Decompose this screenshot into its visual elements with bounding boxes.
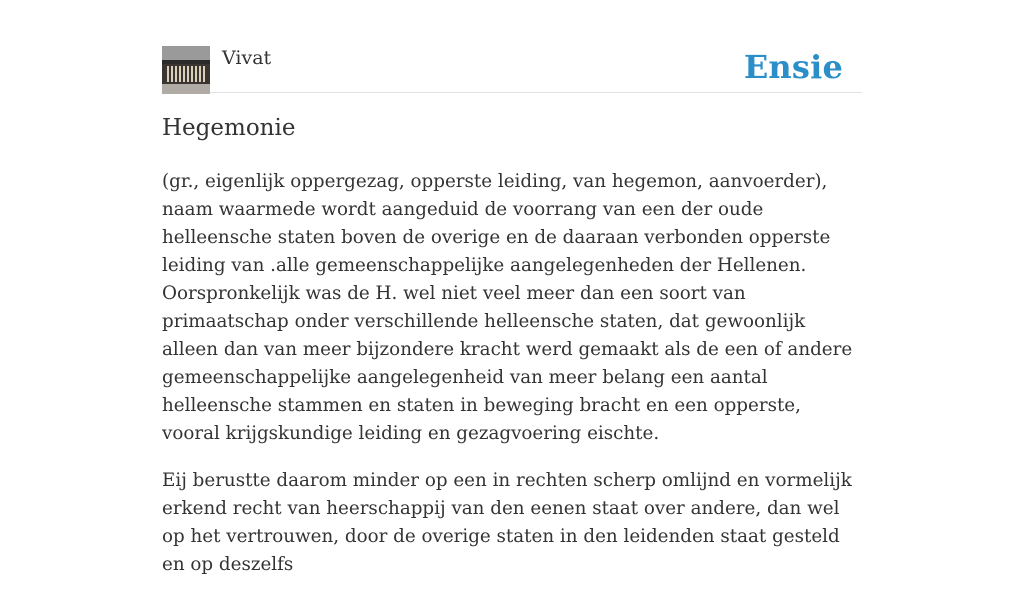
source-name[interactable]: Vivat: [222, 47, 272, 69]
header: [162, 44, 862, 93]
article-paragraph: Eij berustte daarom minder op een in rechten scherp omlijnd en vormelijk erkend recht van heerschappij van den eenen staat over andere, dan wel op het vertrouwen, door de overige staten in den leidenden staat gesteld en op deszelfs: [162, 470, 852, 575]
article-title: Hegemonie: [162, 115, 296, 141]
article-paragraph: (gr., eigenlijk oppergezag, opperste leiding, van hegemon, aanvoerder), naam waarmede wordt aangeduid de voorrang van een der oude helleensche staten boven de overige en de daaraan verbonden opperste leiding van .alle gemeenschappelijke aangelegenheden der Hellenen. Oorspronkelijk was de H. wel niet veel meer dan een soort van primaatschap onder verschillende helleensche staten, dat gewoonlijk alleen dan van meer bijzondere kracht werd gemaakt als de een of andere gemeenschappelijke aangelegenheid van meer belang een aantal helleensche stammen en staten in beweging bracht en een opperste, vooral krijgskundige leiding en gezagvoering eischte.: [162, 171, 853, 444]
book-spines-avatar-icon[interactable]: [162, 46, 210, 94]
brand-logo[interactable]: Ensie: [743, 48, 843, 86]
article-body: [162, 168, 862, 598]
